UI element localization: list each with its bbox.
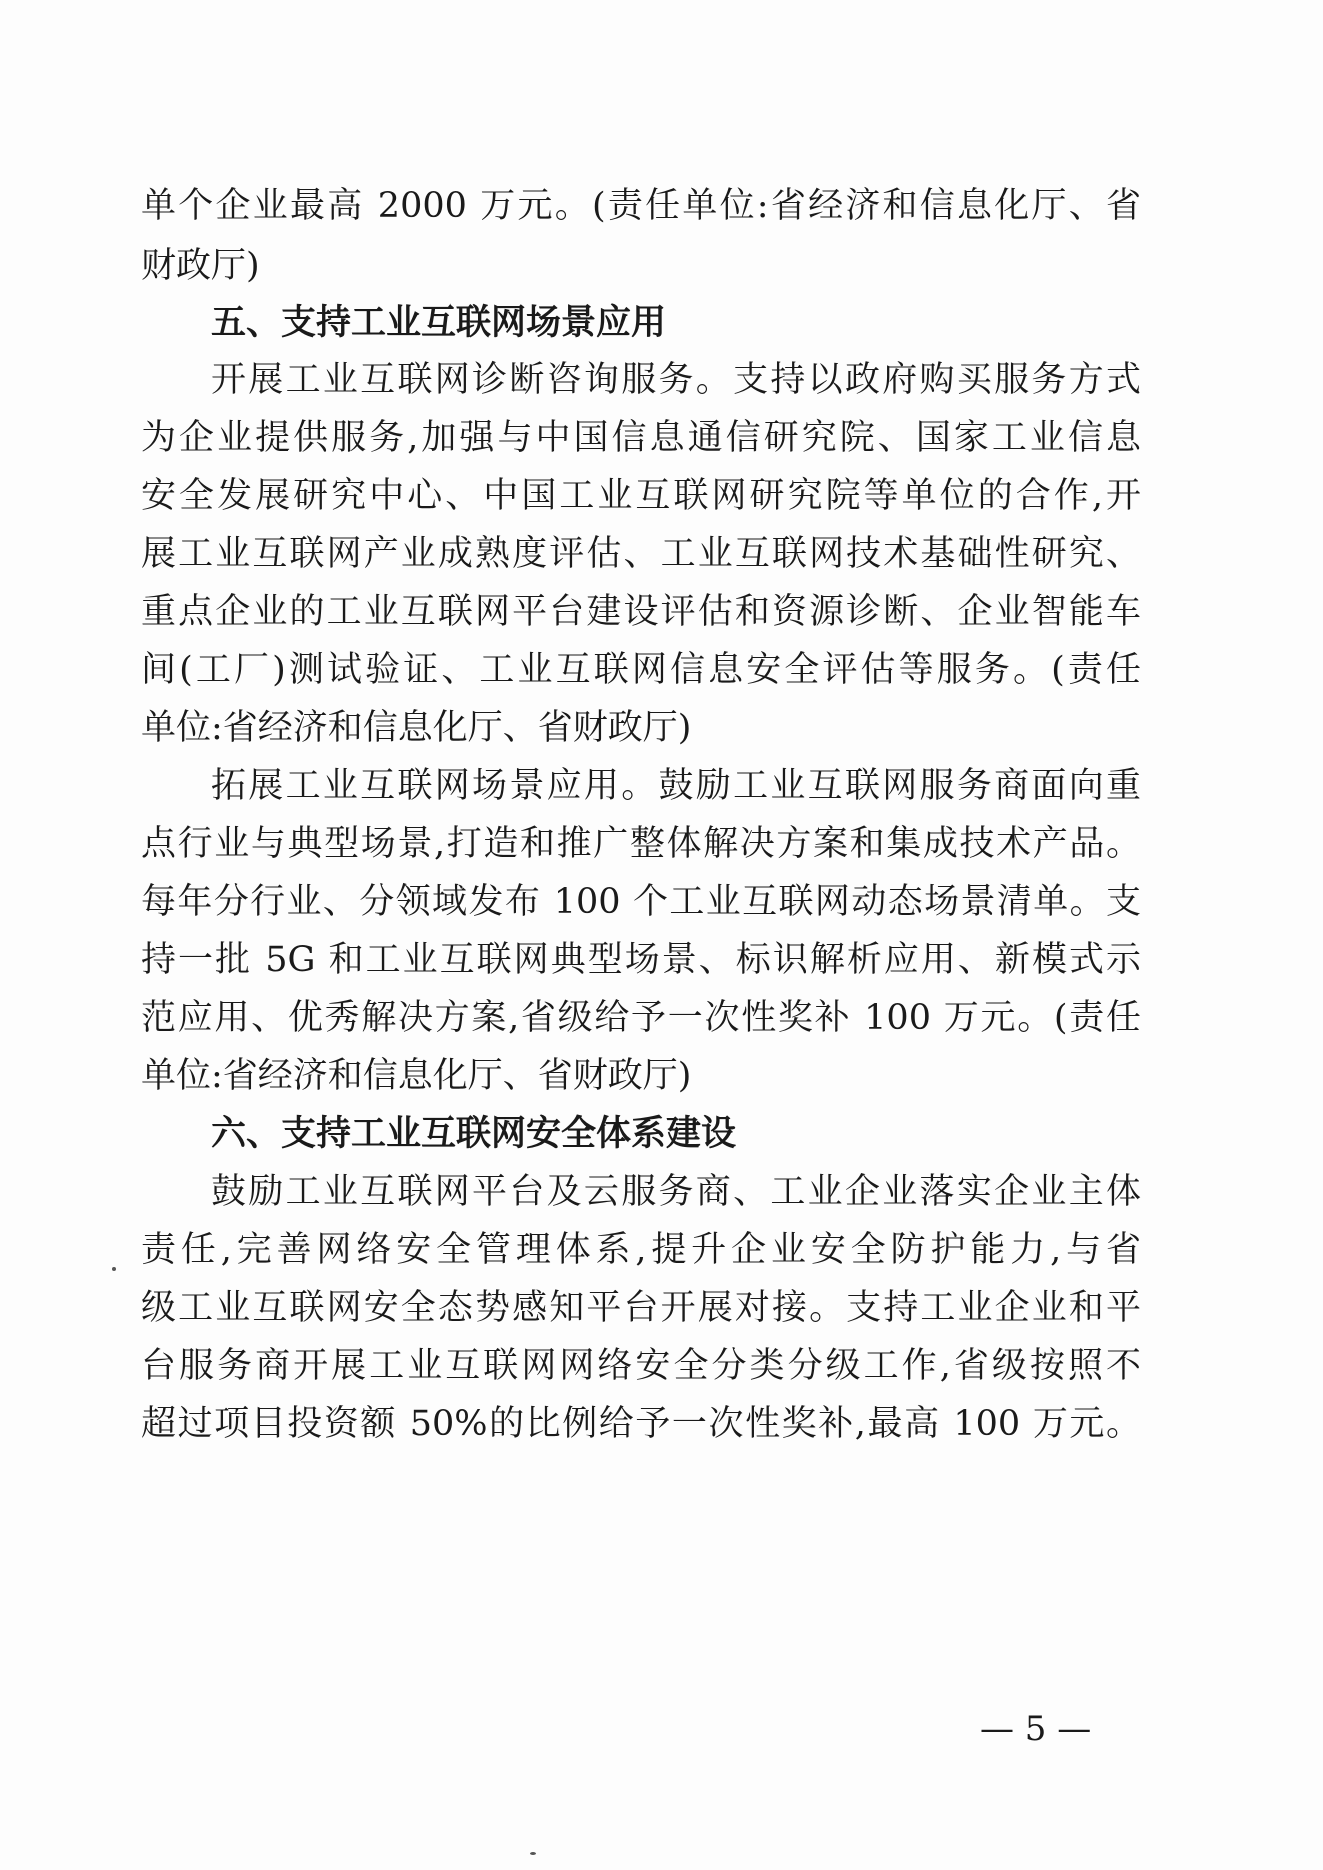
paragraph-line: 单个企业最高 2000 万元。(责任单位:省经济和信息化厅、省: [141, 186, 1141, 226]
paragraph-line: 范应用、优秀解决方案,省级给予一次性奖补 100 万元。(责任: [141, 998, 1141, 1038]
page-number: — 5 —: [980, 1709, 1092, 1749]
paragraph-line: 开展工业互联网诊断咨询服务。支持以政府购买服务方式: [211, 360, 1141, 400]
paragraph-line: 单位:省经济和信息化厅、省财政厅): [141, 1056, 692, 1096]
scan-speck: [530, 1852, 536, 1855]
paragraph-line: 台服务商开展工业互联网网络安全分类分级工作,省级按照不: [141, 1346, 1141, 1386]
paragraph-line: 展工业互联网产业成熟度评估、工业互联网技术基础性研究、: [141, 534, 1141, 574]
section-heading-5: 五、支持工业互联网场景应用: [211, 303, 667, 343]
paragraph-line: 责任,完善网络安全管理体系,提升企业安全防护能力,与省: [141, 1230, 1141, 1270]
paragraph-line: 拓展工业互联网场景应用。鼓励工业互联网服务商面向重: [211, 766, 1141, 806]
paragraph-line: 持一批 5G 和工业互联网典型场景、标识解析应用、新模式示: [141, 940, 1141, 980]
paragraph-line: 点行业与典型场景,打造和推广整体解决方案和集成技术产品。: [141, 824, 1141, 864]
paragraph-line: 间(工厂)测试验证、工业互联网信息安全评估等服务。(责任: [141, 650, 1141, 690]
paragraph-line: 超过项目投资额 50%的比例给予一次性奖补,最高 100 万元。: [141, 1404, 1141, 1444]
paragraph-line: 为企业提供服务,加强与中国信息通信研究院、国家工业信息: [141, 418, 1141, 458]
scan-speck: [112, 1267, 116, 1271]
paragraph-line: 级工业互联网安全态势感知平台开展对接。支持工业企业和平: [141, 1288, 1141, 1328]
paragraph-line: 单位:省经济和信息化厅、省财政厅): [141, 708, 692, 748]
paragraph-line: 重点企业的工业互联网平台建设评估和资源诊断、企业智能车: [141, 592, 1141, 632]
paragraph-line: 鼓励工业互联网平台及云服务商、工业企业落实企业主体: [211, 1172, 1141, 1212]
paragraph-line: 财政厅): [141, 246, 260, 286]
paragraph-line: 安全发展研究中心、中国工业互联网研究院等单位的合作,开: [141, 476, 1141, 516]
section-heading-6: 六、支持工业互联网安全体系建设: [211, 1114, 737, 1154]
paragraph-line: 每年分行业、分领域发布 100 个工业互联网动态场景清单。支: [141, 882, 1141, 922]
